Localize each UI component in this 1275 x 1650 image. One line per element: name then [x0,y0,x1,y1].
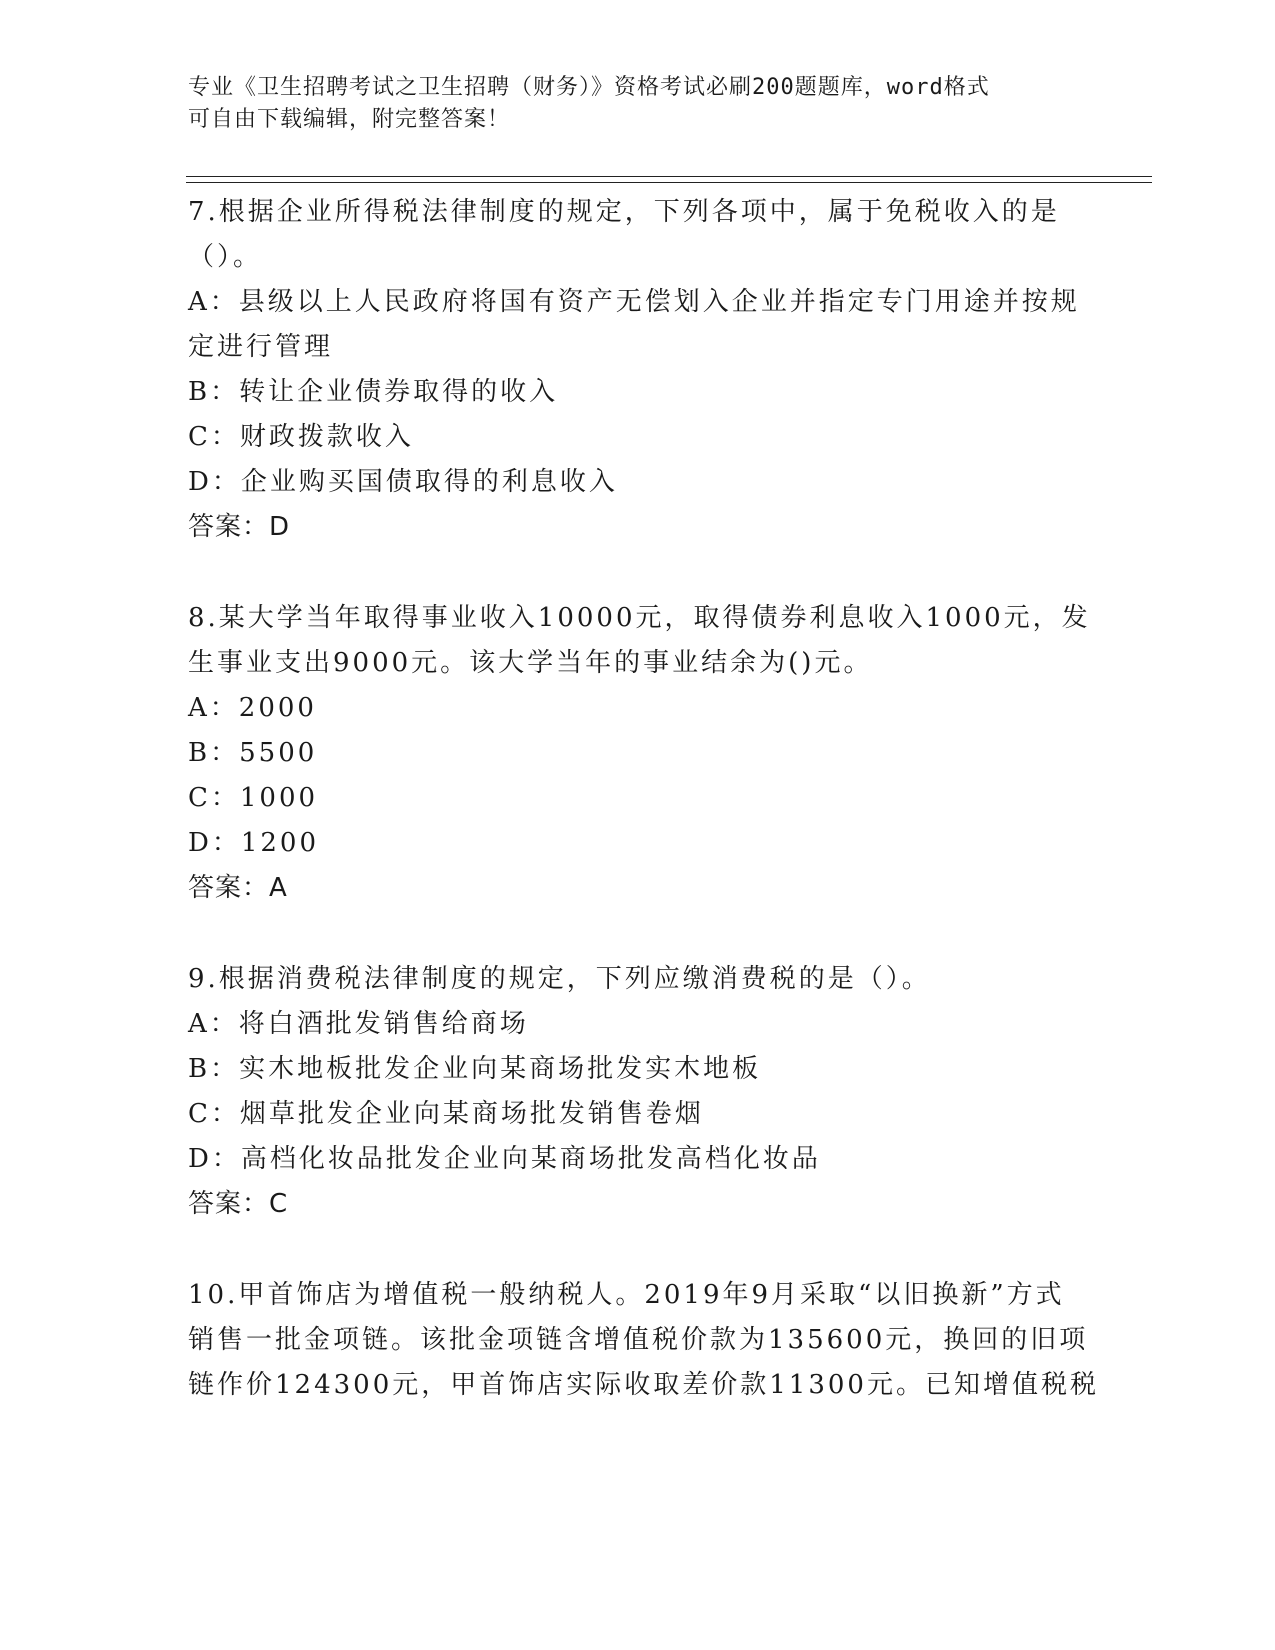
question-list [188,190,1099,1408]
option-c: C：财政拨款收入 [188,422,414,452]
question-stem-line: 7.根据企业所得税法律制度的规定，下列各项中，属于免税收入的是 [188,197,1060,227]
question-stem-line: 链作价124300元，甲首饰店实际收取差价款11300元。已知增值税税 [188,1370,1099,1400]
question-stem-line: 8.某大学当年取得事业收入10000元，取得债券利息收入1000元，发 [188,603,1091,633]
option-d: D：1200 [188,828,320,858]
option-b: B：5500 [188,738,318,768]
header-divider-top [186,176,1152,177]
header-line-1: 专业《卫生招聘考试之卫生招聘（财务）》资格考试必刷200题题库，word格式 [188,75,990,100]
document-header [188,72,1088,136]
question-stem-line: 10.甲首饰店为增值税一般纳税人。2019年9月采取“以旧换新”方式 [188,1280,1065,1310]
option-a: A：将白酒批发销售给商场 [188,1009,529,1039]
question-7 [188,190,1088,550]
question-stem-line: （）。 [188,242,263,272]
option-a-line: A：县级以上人民政府将国有资产无偿划入企业并指定专门用途并按规 [188,287,1080,317]
question-stem-line: 9.根据消费税法律制度的规定，下列应缴消费税的是（）。 [188,964,931,994]
question-9 [188,957,1088,1227]
option-a: A：2000 [188,693,317,723]
option-d: D：高档化妆品批发企业向某商场批发高档化妆品 [188,1144,821,1174]
option-b: B：实木地板批发企业向某商场批发实木地板 [188,1054,762,1084]
option-c: C：1000 [188,783,319,813]
spacer [188,1227,1088,1273]
answer-label: 答案：C [188,1189,289,1219]
question-10 [188,1273,1099,1408]
header-divider-bottom [186,182,1152,183]
question-8 [188,596,1091,911]
option-d: D：企业购买国债取得的利息收入 [188,467,618,497]
spacer [188,550,1088,596]
spacer [188,911,1088,957]
option-c: C：烟草批发企业向某商场批发销售卷烟 [188,1099,704,1129]
answer-label: 答案：A [188,873,288,903]
question-stem-line: 生事业支出9000元。该大学当年的事业结余为()元。 [188,648,873,678]
question-stem-line: 销售一批金项链。该批金项链含增值税价款为135600元，换回的旧项 [188,1325,1089,1355]
option-b: B：转让企业债券取得的收入 [188,377,559,407]
header-line-2: 可自由下载编辑，附完整答案！ [188,107,511,132]
answer-label: 答案：D [188,512,291,542]
option-a-line: 定进行管理 [188,332,334,362]
